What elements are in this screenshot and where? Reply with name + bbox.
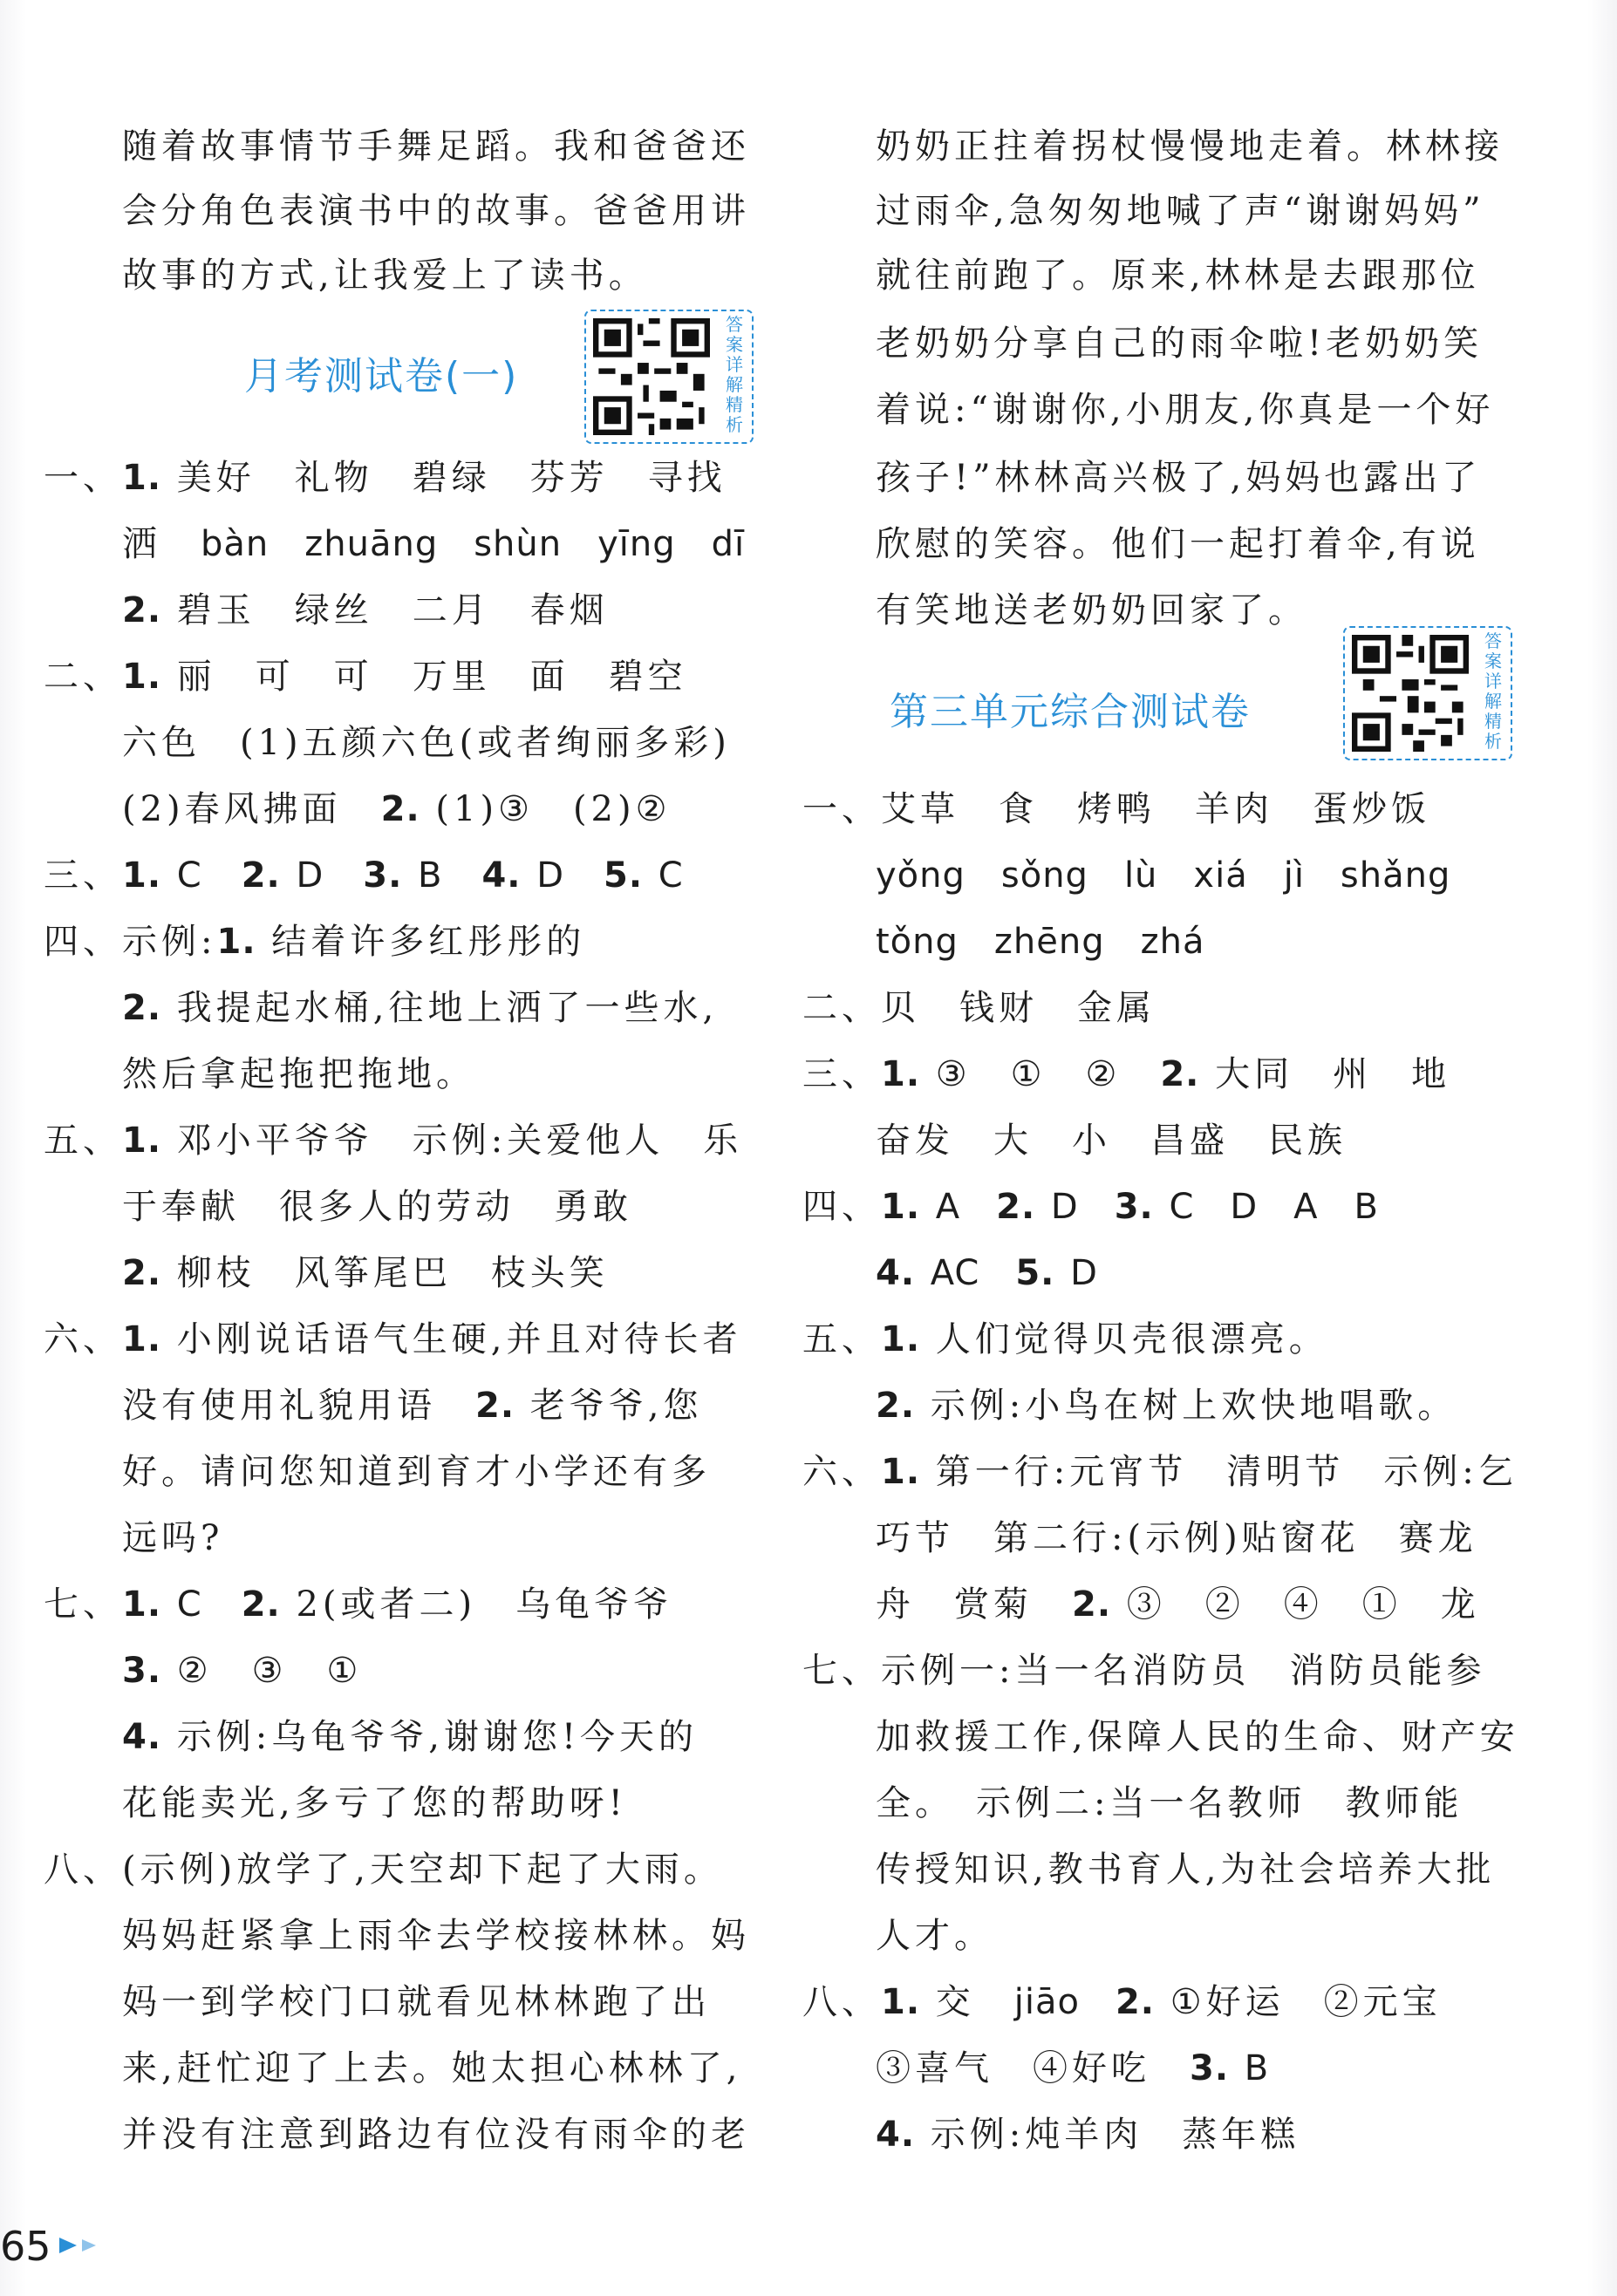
answer-text: 结着许多红彤彤的 [271,922,586,962]
item-number: 1. [881,1982,921,2022]
question-line [44,922,586,962]
question-line: 六色 (1)五颜六色(或者绚丽多彩) [122,723,731,763]
question-line: 然后拿起拖把拖地。 [122,1054,475,1094]
item-number: 2. [1115,1982,1155,2022]
section-number: 五、 [44,1121,122,1161]
answer-text: 美好 礼物 碧绿 芬芳 寻找 [176,458,727,498]
question-line: 人才。 [876,1916,993,1956]
item-number: 1. [881,1452,921,1492]
item-number: 1. [122,458,162,498]
answer-text: D [296,855,324,896]
section-number: 五、 [802,1319,881,1359]
question-line [44,855,684,896]
paragraph-line: 奶奶正拄着拐杖慢慢地走着。林林接 [876,126,1504,167]
answer-text: D [1050,1187,1115,1227]
item-number: 3. [1190,2048,1230,2088]
item-number: 4. [876,1253,916,1293]
question-line [802,1054,1451,1094]
question-line [802,1651,1486,1691]
section-number: 二、 [44,657,122,697]
question-line: 传授知识,教书育人,为社会培养大批 [876,1850,1496,1890]
section-title-monthly-test: 月考测试卷(一) [244,354,519,399]
paragraph-line: 有笑地送老奶奶回家了。 [876,590,1307,630]
item-number: 2. [122,590,162,630]
answer-text: A [935,1187,997,1227]
item-number: 2. [1160,1054,1200,1094]
item-number: 5. [1015,1253,1055,1293]
item-number: 4. [876,2115,916,2155]
answer-text: 碧玉 绿丝 二月 春烟 [176,590,609,630]
section-number: 七、 [802,1651,881,1691]
item-number: 1. [881,1054,921,1094]
question-line [122,590,609,630]
question-line: 花能卖光,多亏了您的帮助呀! [122,1783,627,1823]
question-line [44,657,687,697]
item-number: 5. [604,855,644,896]
section-number: 六、 [44,1319,122,1359]
item-number: 1. [122,657,162,697]
item-number: 1. [881,1187,921,1227]
pinyin-line: yǒng sǒng lù xiá jì shǎng [876,855,1451,896]
answer-text: 我提起水桶,往地上洒了一些水, [176,988,719,1028]
pinyin-line: tǒng zhēng zhá [876,922,1205,962]
answer-text: 人们觉得贝壳很漂亮。 [935,1319,1328,1359]
section-number: 八、 [44,1850,122,1890]
qr-label: 答案详解精析 [1484,630,1502,752]
answer-text: 示例一:当一名消防员 消防员能参 [881,1651,1486,1691]
question-line [44,1319,742,1359]
question-line [876,2048,1270,2088]
item-number: 4. [122,1717,162,1757]
answer-text: B [418,855,443,896]
question-line: 妈一到学校门口就看见林林跑了出 [122,1982,711,2022]
question-line [876,1253,1098,1293]
item-number: 4. [481,855,522,896]
item-number: 1. [122,1584,162,1625]
question-line [802,1452,1518,1492]
item-number: 2. [996,1187,1036,1227]
item-number: 2. [241,855,281,896]
item-number: 1. [122,1121,162,1161]
answer-text: C [658,855,684,896]
item-number: 1. [216,922,256,962]
answer-text: 丽 可 可 万里 面 碧空 [176,657,687,697]
answer-text: 2(或者二) 乌龟爷爷 [296,1584,673,1625]
question-line [122,1386,703,1426]
question-line [876,2115,1300,2155]
question-line [876,1386,1457,1426]
question-line: 好。请问您知道到育才小学还有多 [122,1452,711,1492]
page-number: 65 [0,2223,51,2270]
item-number: 1. [881,1319,921,1359]
answer-text: 艾草 食 烤鸭 羊肉 蛋炒饭 [881,789,1430,829]
item-number: 1. [122,1319,162,1359]
answer-text: 小刚说话语气生硬,并且对待长者 [176,1319,742,1359]
question-line: 奋发 大 小 昌盛 民族 [876,1121,1347,1161]
question-line [44,458,727,498]
section-number: 四、 [802,1187,881,1227]
answer-text: 示例: [122,922,217,962]
section-number: 三、 [802,1054,881,1094]
item-number: 2. [122,988,162,1028]
item-number: 3. [363,855,403,896]
question-line [122,1253,609,1293]
item-number: 2. [122,1253,162,1293]
answer-text: 邓小平爷爷 示例:关爱他人 乐 [176,1121,743,1161]
question-line [122,1651,363,1691]
section-number: 四、 [44,922,122,962]
question-line [802,1187,1379,1227]
answer-text: B [1244,2048,1270,2088]
answer-text: ③ ② ④ ① 龙 [1126,1584,1480,1625]
question-line [44,1584,673,1625]
answer-text: 舟 赏菊 [876,1584,1072,1625]
question-line [122,988,719,1028]
section-number: 六、 [802,1452,881,1492]
section-number: 八、 [802,1982,881,2022]
question-line: 妈妈赶紧拿上雨伞去学校接林林。妈 [122,1916,750,1956]
question-line: 加救援工作,保障人民的生命、财产安 [876,1717,1519,1757]
question-line [122,524,746,564]
section-title-unit-test: 第三单元综合测试卷 [890,690,1251,734]
item-number: 1. [122,855,162,896]
answer-text: AC [930,1253,1016,1293]
item-number: 2. [475,1386,515,1426]
question-line: 并没有注意到路边有位没有雨伞的老 [122,2115,750,2155]
answer-text: 交 [935,1982,1014,2022]
paragraph-line: 欣慰的笑容。他们一起打着伞,有说 [876,524,1480,564]
qr-code-box[interactable] [1343,626,1512,760]
answer-text: C D A B [1169,1187,1379,1227]
answer-text: C [176,855,202,896]
answer-text: 示例:小鸟在树上欢快地唱歌。 [930,1386,1457,1426]
answer-text: 示例:乌龟爷爷,谢谢您!今天的 [176,1717,699,1757]
answer-text: (1)③ (2)② [435,789,672,829]
item-number: 2. [241,1584,281,1625]
section-number: 二、 [802,988,881,1028]
item-number: 3. [122,1651,162,1691]
paragraph-line: 会分角色表演书中的故事。爸爸用讲 [122,191,750,231]
answer-text: ③ ① ② [935,1054,1161,1094]
paragraph-line: 老奶奶分享自己的雨伞啦!老奶奶笑 [876,324,1484,364]
answer-text: (示例)放学了,天空却下起了大雨。 [122,1850,723,1890]
section-number: 三、 [44,855,122,896]
paragraph-line: 故事的方式,让我爱上了读书。 [122,255,648,296]
pinyin-text: jiāo [1013,1982,1116,2022]
paragraph-line: 过雨伞,急匆匆地喊了声“谢谢妈妈” [876,191,1485,231]
question-line: 全。 示例二:当一名教师 教师能 [876,1783,1463,1823]
question-line [802,789,1430,829]
qr-code-icon [1352,635,1469,752]
question-line [802,1982,1442,2022]
question-line: 于奉献 很多人的劳动 勇敢 [122,1187,632,1227]
paragraph-line: 孩子!”林林高兴极了,妈妈也露出了 [876,458,1482,498]
qr-label: 答案详解精析 [726,314,743,435]
paragraph-line: 着说:“谢谢你,小朋友,你真是一个好 [876,390,1495,430]
answer-text: 老爷爷,您 [529,1386,703,1426]
section-number: 七、 [44,1584,122,1625]
answer-text: 第一行:元宵节 清明节 示例:乞 [935,1452,1518,1492]
answer-text: 洒 [122,524,161,564]
answer-text: 大同 州 地 [1215,1054,1451,1094]
answer-text: ①好运 ②元宝 [1170,1982,1442,2022]
item-number: 2. [876,1386,916,1426]
question-line: 远吗? [122,1518,224,1558]
section-number: 一、 [44,458,122,498]
answer-text: 示例:炖羊肉 蒸年糕 [930,2115,1300,2155]
qr-code-box[interactable] [584,310,754,444]
item-number: 2. [1072,1584,1112,1625]
answer-text: D [1070,1253,1098,1293]
question-line: 巧节 第二行:(示例)贴窗花 赛龙 [876,1518,1477,1558]
question-line: 来,赶忙迎了上去。她太担心林林了, [122,2048,742,2088]
answer-text: 贝 钱财 金属 [881,988,1156,1028]
answer-text: C [176,1584,202,1625]
question-line [122,789,672,829]
paragraph-line: 随着故事情节手舞足蹈。我和爸爸还 [122,126,750,167]
item-number: 3. [1114,1187,1154,1227]
question-line [122,1717,699,1757]
paragraph-line: 就往前跑了。原来,林林是去跟那位 [876,255,1480,296]
question-line [876,1584,1480,1625]
answer-text: ③喜气 ④好吃 [876,2048,1190,2088]
question-line [44,1121,743,1161]
item-number: 2. [380,789,420,829]
section-number: 一、 [802,789,881,829]
pinyin-text: bàn zhuāng shùn yīng dī [201,524,746,564]
question-line [44,1850,723,1890]
question-line [802,988,1156,1028]
answer-text: 柳枝 风筝尾巴 枝头笑 [176,1253,609,1293]
qr-code-icon [593,318,710,435]
arrow-right-icon [56,2232,108,2259]
answer-text: 没有使用礼貌用语 [122,1386,475,1426]
answer-text: (2)春风拂面 [122,789,381,829]
answer-text: D [536,855,565,896]
answer-text: ② ③ ① [176,1651,363,1691]
question-line [802,1319,1328,1359]
